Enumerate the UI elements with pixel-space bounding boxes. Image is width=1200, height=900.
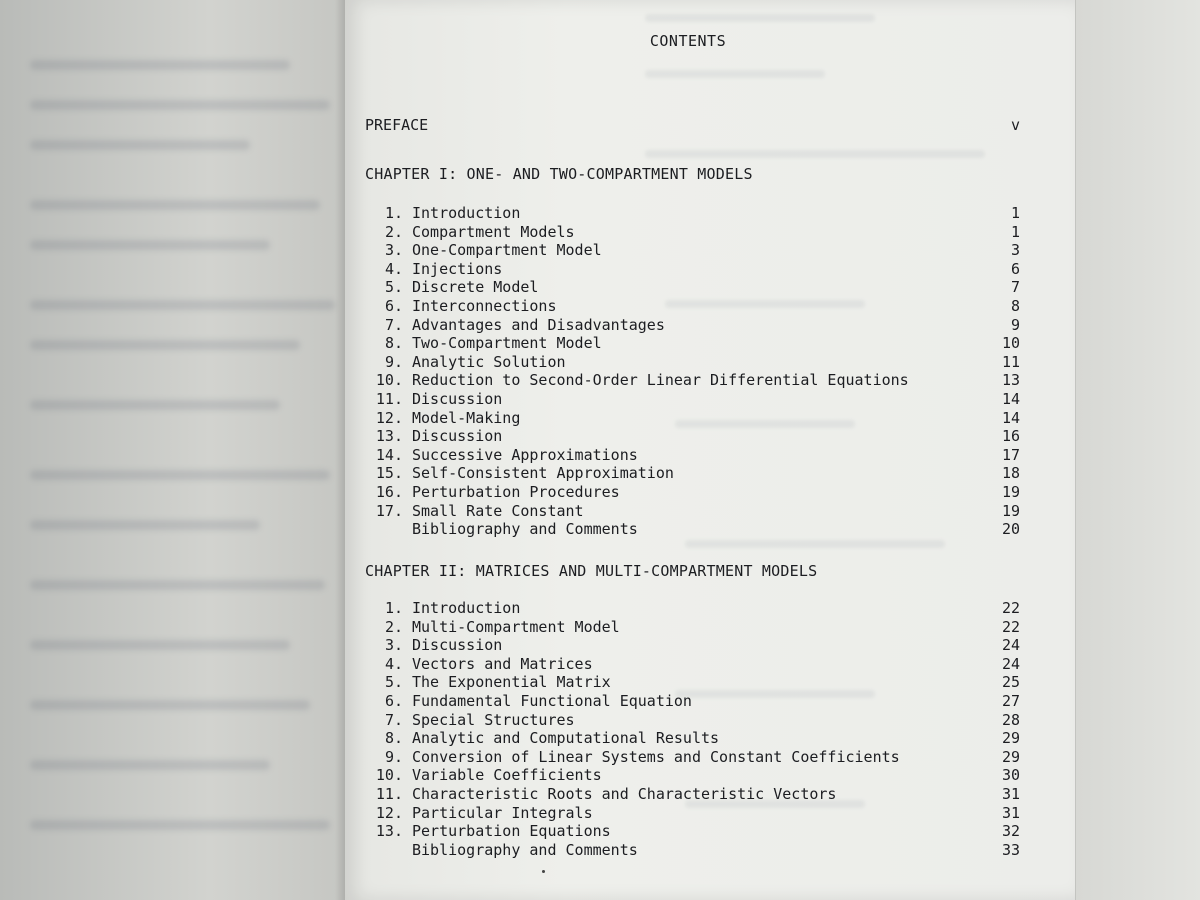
section-number: 13. — [375, 822, 403, 841]
section-number: 10. — [375, 371, 403, 390]
toc-entry — [365, 502, 1020, 521]
contents-title: CONTENTS — [649, 32, 727, 50]
background-surface — [1075, 0, 1200, 900]
toc-entry — [365, 729, 1020, 748]
page-number: 24 — [1001, 654, 1020, 673]
page-number: 17 — [1001, 445, 1020, 464]
section-title: Bibliography and Comments — [412, 520, 638, 539]
section-title: Interconnections — [412, 297, 557, 315]
toc-entry — [365, 618, 1020, 637]
section-number: 7. — [384, 315, 403, 334]
ink-dot — [542, 870, 545, 873]
page-number: 11 — [1001, 352, 1020, 371]
section-title: Perturbation Equations — [412, 822, 611, 841]
section-title: Analytic Solution — [412, 352, 566, 371]
page-number: 3 — [1010, 241, 1020, 260]
page-number: 28 — [1001, 710, 1020, 729]
page-number: 9 — [1010, 315, 1020, 334]
section-number: 12. — [375, 408, 403, 427]
page-number: 13 — [1001, 371, 1020, 390]
page-number: 29 — [1001, 729, 1020, 748]
page-number: 32 — [1001, 822, 1020, 841]
section-number: 4. — [384, 259, 403, 278]
section-title: Successive Approximations — [412, 445, 638, 464]
section-number: 6. — [384, 297, 403, 315]
section-title: Special Structures — [412, 710, 575, 729]
section-number: 1. — [384, 204, 403, 222]
section-number: 14. — [375, 445, 403, 464]
section-title: Compartment Models — [412, 222, 575, 241]
page-number: 31 — [1001, 803, 1020, 822]
section-number: 12. — [375, 803, 403, 822]
section-title: Perturbation Procedures — [412, 483, 620, 501]
section-number: 5. — [384, 673, 403, 692]
toc-entry — [365, 841, 1020, 860]
toc-entry — [365, 297, 1020, 316]
section-title: Analytic and Computational Results — [412, 729, 720, 748]
toc-entry — [365, 409, 1020, 428]
blurred-text-line — [30, 700, 310, 710]
toc-entry — [365, 785, 1020, 804]
blurred-text-line — [30, 140, 250, 150]
page-number: 14 — [1001, 390, 1020, 408]
section-title: The Exponential Matrix — [412, 673, 611, 692]
toc-entry — [365, 464, 1020, 483]
chapter-heading: CHAPTER I: ONE- AND TWO-COMPARTMENT MODELS — [365, 165, 753, 183]
blurred-text-line — [30, 640, 290, 650]
blurred-text-line — [30, 470, 330, 480]
page-number: 31 — [1001, 785, 1020, 803]
page-number: 27 — [1001, 692, 1020, 710]
toc-entry — [365, 390, 1020, 409]
toc-entry — [365, 260, 1020, 279]
section-number: 8. — [384, 729, 403, 748]
section-title: Variable Coefficients — [412, 766, 602, 785]
section-title: Introduction — [412, 204, 521, 222]
blurred-text-line — [30, 200, 320, 210]
page-number: 1 — [1010, 222, 1020, 241]
page-number: 22 — [1001, 617, 1020, 636]
section-title: Advantages and Disadvantages — [412, 315, 665, 334]
blurred-text-line — [30, 520, 260, 530]
section-title: Conversion of Linear Systems and Constant Coefficients — [412, 747, 900, 766]
toc-entry — [365, 711, 1020, 730]
section-number: 3. — [384, 241, 403, 260]
section-title: Reduction to Second-Order Linear Differential Equations — [412, 371, 909, 390]
section-number: 16. — [375, 483, 403, 501]
section-title: Small Rate Constant — [412, 501, 584, 520]
toc-entry — [365, 822, 1020, 841]
section-title: Discussion — [412, 636, 503, 655]
toc-entry — [365, 636, 1020, 655]
section-number: 3. — [384, 636, 403, 655]
page-number: 16 — [1001, 427, 1020, 446]
blurred-text-line — [30, 100, 330, 110]
section-number: 2. — [384, 222, 403, 241]
blurred-text-line — [30, 300, 335, 310]
preface-label: PREFACE — [365, 116, 429, 134]
page-number: 10 — [1001, 334, 1020, 353]
page-number: 22 — [1001, 599, 1020, 617]
page-number: 14 — [1001, 408, 1020, 427]
toc-entry — [365, 804, 1020, 823]
toc-entry — [365, 427, 1020, 446]
section-title: Vectors and Matrices — [412, 654, 593, 673]
toc-entry — [365, 520, 1020, 539]
page-number: 29 — [1001, 747, 1020, 766]
section-number: 11. — [375, 390, 403, 408]
page-number: 8 — [1010, 297, 1020, 315]
section-number: 4. — [384, 654, 403, 673]
section-title: Discussion — [412, 427, 503, 446]
table-of-contents — [345, 0, 1075, 900]
toc-entry — [365, 748, 1020, 767]
section-title: Particular Integrals — [412, 803, 593, 822]
page-number: 1 — [1010, 204, 1020, 222]
page-number: 7 — [1010, 278, 1020, 297]
section-number: 10. — [375, 766, 403, 785]
page-number: 24 — [1001, 636, 1020, 655]
toc-entry — [365, 483, 1020, 502]
toc-entry — [365, 673, 1020, 692]
toc-entry — [365, 353, 1020, 372]
section-title: Model-Making — [412, 408, 521, 427]
section-number: 11. — [375, 785, 403, 803]
section-title: Injections — [412, 259, 503, 278]
section-title: Self-Consistent Approximation — [412, 464, 674, 483]
page-number: 19 — [1001, 483, 1020, 501]
section-title: Fundamental Functional Equation — [412, 692, 692, 710]
toc-entry — [365, 371, 1020, 390]
blurred-text-line — [30, 240, 270, 250]
toc-entry — [365, 655, 1020, 674]
section-number: 9. — [384, 747, 403, 766]
preface-page-number: v — [1010, 116, 1020, 134]
toc-entry — [365, 766, 1020, 785]
toc-entry — [365, 316, 1020, 335]
blurred-text-line — [30, 340, 300, 350]
page-number: 6 — [1010, 259, 1020, 278]
section-number: 17. — [375, 501, 403, 520]
toc-entry — [365, 223, 1020, 242]
blurred-text-line — [30, 760, 270, 770]
section-title: Discussion — [412, 390, 503, 408]
section-title: Characteristic Roots and Characteristic Vectors — [412, 785, 837, 803]
section-title: Two-Compartment Model — [412, 334, 602, 353]
toc-entry — [365, 692, 1020, 711]
section-number: 5. — [384, 278, 403, 297]
blurred-text-line — [30, 60, 290, 70]
page-number: 18 — [1001, 464, 1020, 483]
blurred-text-line — [30, 820, 330, 830]
page-number: 20 — [1001, 520, 1020, 539]
toc-entry — [365, 446, 1020, 465]
toc-entry — [365, 599, 1020, 618]
section-title: Bibliography and Comments — [412, 840, 638, 859]
section-number: 1. — [384, 599, 403, 617]
blurred-text-line — [30, 580, 325, 590]
left-facing-page — [0, 0, 350, 900]
section-title: Multi-Compartment Model — [412, 617, 620, 636]
contents-page — [345, 0, 1075, 900]
section-number: 9. — [384, 352, 403, 371]
preface-entry — [365, 116, 1020, 134]
section-number: 6. — [384, 692, 403, 710]
chapter-heading: CHAPTER II: MATRICES AND MULTI-COMPARTMENT MODELS — [365, 562, 818, 580]
section-title: Introduction — [412, 599, 521, 617]
toc-entry — [365, 241, 1020, 260]
toc-entry — [365, 334, 1020, 353]
page-number: 25 — [1001, 673, 1020, 692]
section-title: One-Compartment Model — [412, 241, 602, 260]
section-number: 8. — [384, 334, 403, 353]
section-number: 13. — [375, 427, 403, 446]
section-number: 2. — [384, 617, 403, 636]
section-number: 7. — [384, 710, 403, 729]
section-number: 15. — [375, 464, 403, 483]
toc-entry — [365, 278, 1020, 297]
section-title: Discrete Model — [412, 278, 539, 297]
toc-entry — [365, 204, 1020, 223]
page-number: 19 — [1001, 501, 1020, 520]
blurred-text-line — [30, 400, 280, 410]
page-number: 33 — [1001, 840, 1020, 859]
page-number: 30 — [1001, 766, 1020, 785]
